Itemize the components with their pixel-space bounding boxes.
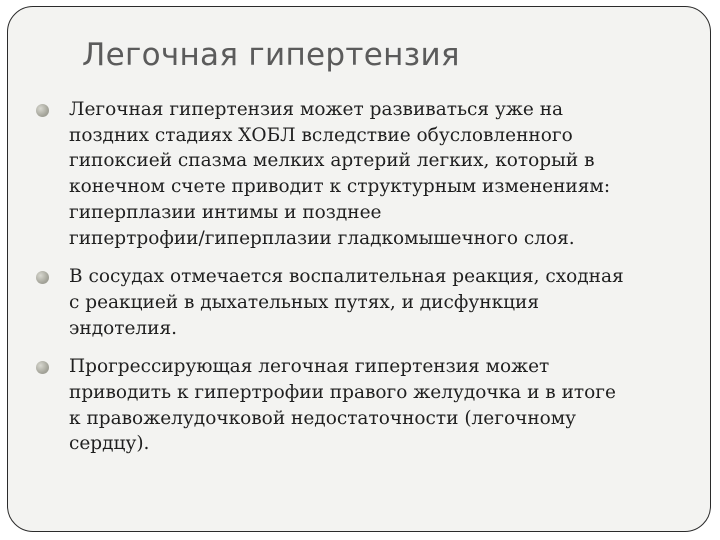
bullet-line: В сосудах отмечается воспалительная реакция, сходная	[69, 266, 624, 288]
bullet-item-3	[36, 354, 696, 457]
slide-title: Легочная гипертензия	[82, 37, 460, 73]
bullet-line: Легочная гипертензия может развиваться уже на	[69, 99, 564, 120]
bullet-line: конечном счете приводит к структурным изменениям:	[69, 176, 611, 198]
bullet-marker-icon	[36, 104, 49, 117]
bullet-line: гипоксией спазма мелких артерий легких, который в	[69, 150, 595, 172]
slide-frame	[7, 6, 711, 532]
bullet-line: поздних стадиях ХОБЛ вследствие обусловленного	[69, 124, 573, 146]
bullet-line: эндотелия.	[69, 317, 178, 339]
bullet-line: гипертрофии/гиперплазии гладкомышечного слоя.	[69, 227, 575, 249]
bullet-line: сердцу).	[69, 433, 150, 455]
bullet-list	[36, 97, 696, 470]
bullet-item-2	[36, 264, 696, 341]
bullet-line: приводить к гипертрофии правого желудочка и в итоге	[69, 382, 616, 404]
bullet-line: к правожелудочковой недостаточности (легочному	[69, 407, 577, 429]
bullet-line: с реакцией в дыхательных путях, и дисфункция	[69, 291, 540, 313]
bullet-line: Прогрессирующая легочная гипертензия может	[69, 356, 550, 378]
bullet-marker-icon	[36, 271, 49, 284]
bullet-item-1	[36, 97, 696, 251]
bullet-line: гиперплазии интимы и позднее	[69, 201, 382, 223]
bullet-marker-icon	[36, 361, 49, 374]
